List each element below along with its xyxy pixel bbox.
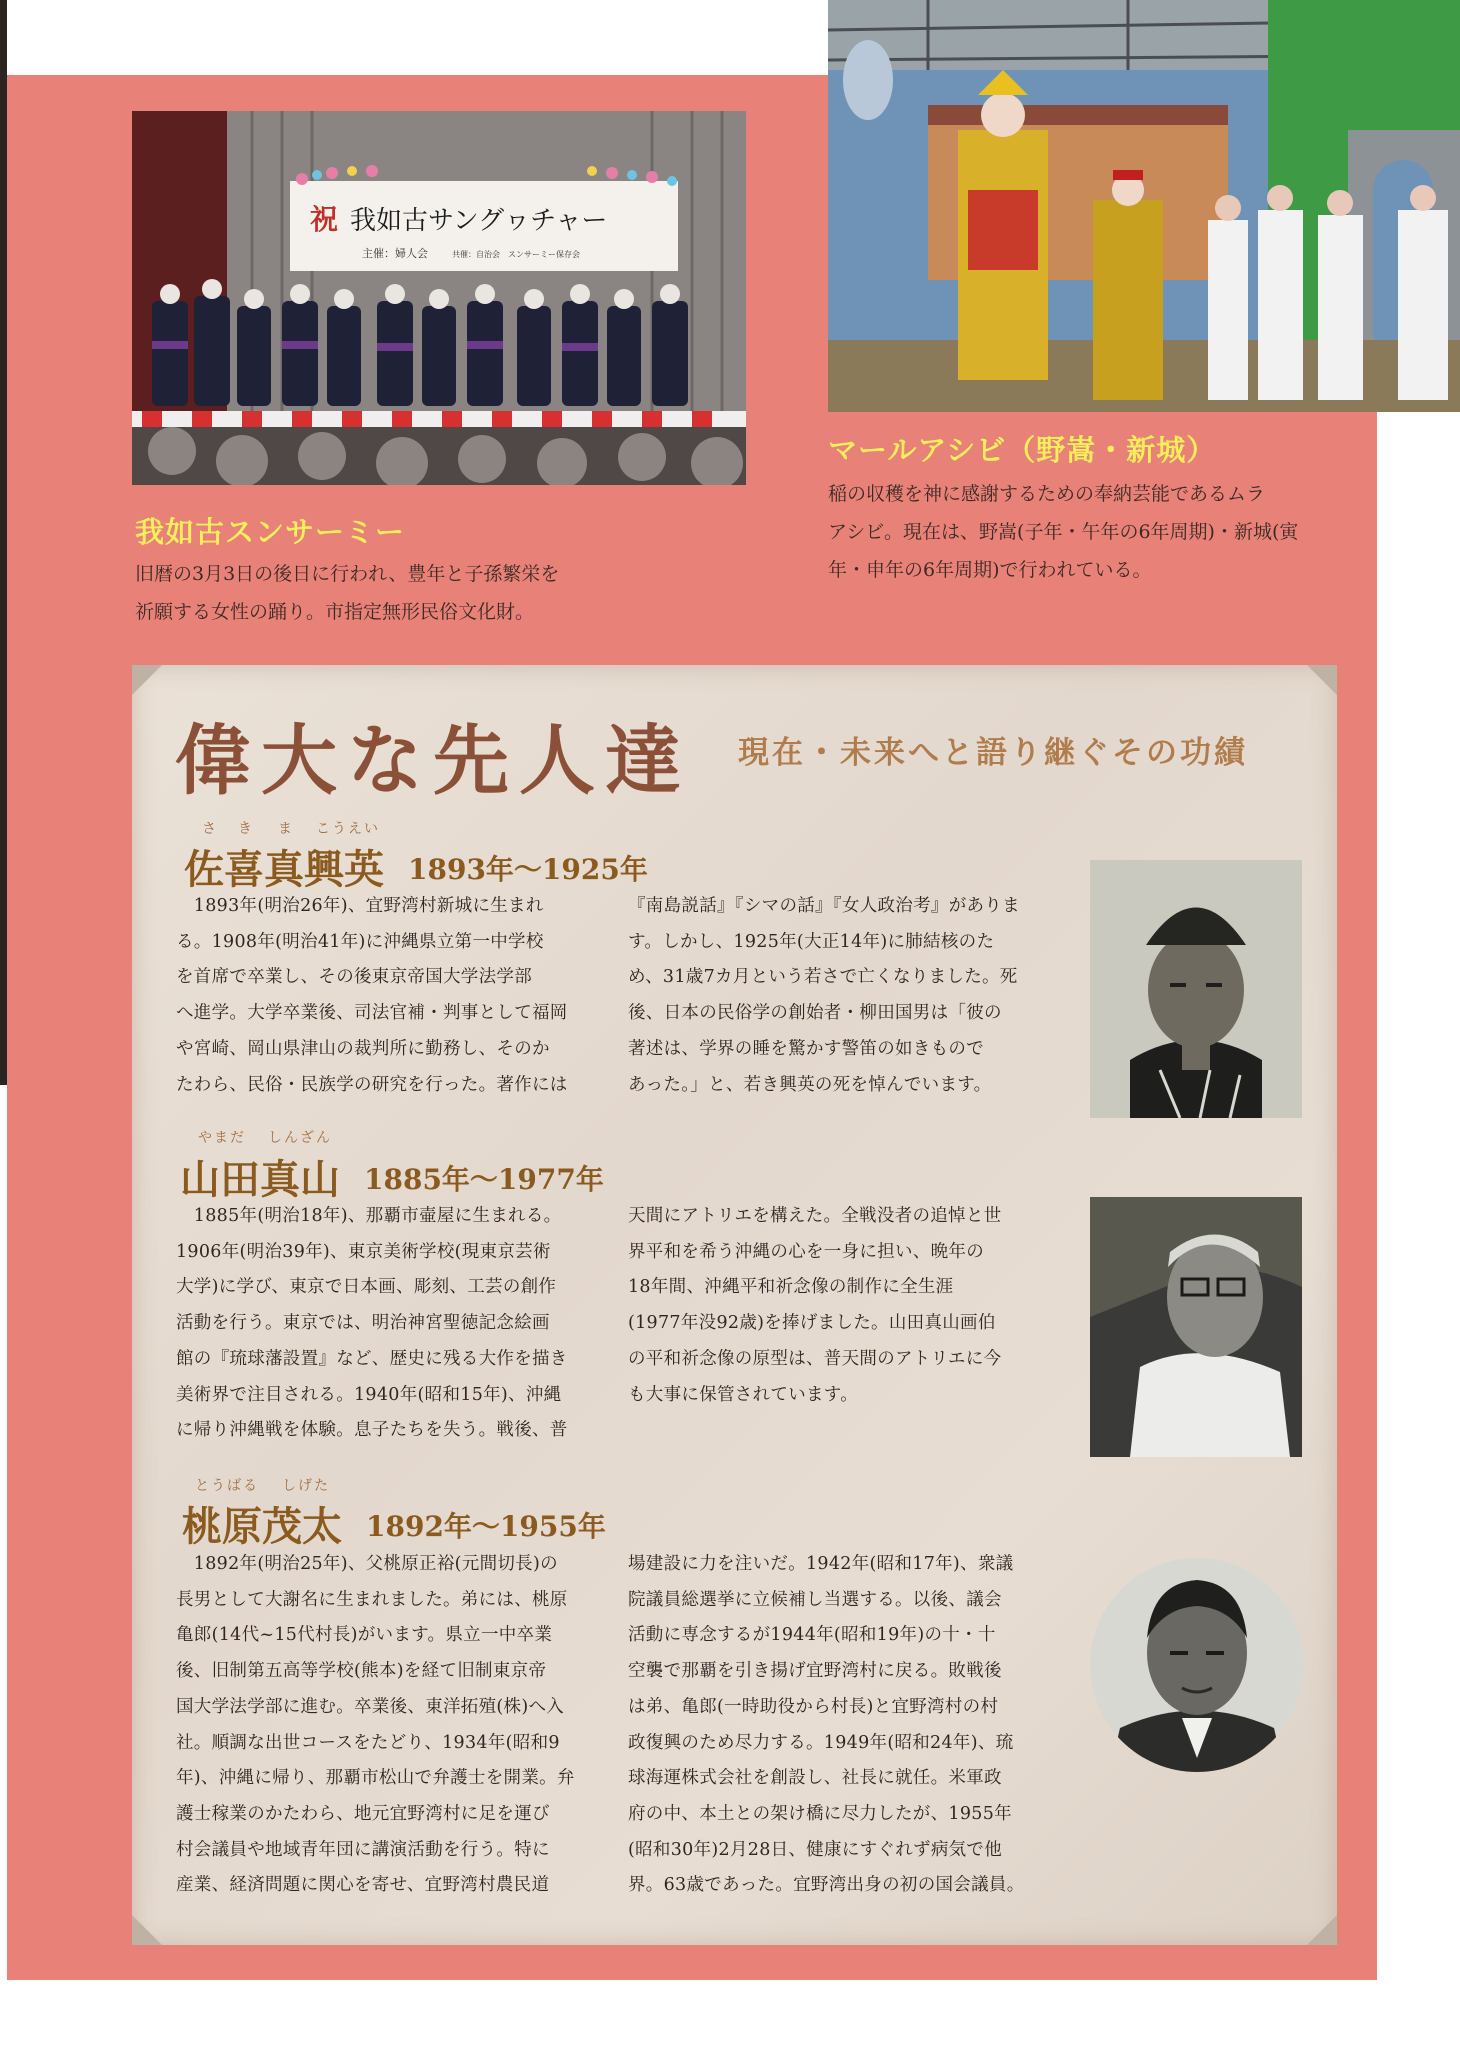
banner-main-text: 我如古サングヮチャー bbox=[350, 206, 608, 236]
bio-line: 活動を行う。東京では、明治神宮聖徳記念絵画 bbox=[176, 1313, 550, 1334]
bio-line: 1906年(明治39年)、東京美術学校(現東京芸術 bbox=[176, 1241, 551, 1262]
bio-line: 天間にアトリエを構えた。全戦没者の追悼と世 bbox=[628, 1206, 1002, 1226]
bio-line: 産業、経済問題に関心を寄せ、宜野湾村農民道 bbox=[176, 1875, 550, 1896]
bio-line: 長男として大謝名に生まれました。弟には、桃原 bbox=[176, 1589, 568, 1610]
bio-line: 『南島説話』『シマの話』『女人政治考』がありま bbox=[628, 896, 1020, 916]
bio-line: め、31歳7カ月という若さで亡くなりました。死 bbox=[628, 967, 1018, 988]
caption-line: 稲の収穫を神に感謝するための奉納芸能であるムラ bbox=[828, 483, 1266, 505]
caption-line: 祈願する女性の踊り。市指定無形民俗文化財。 bbox=[135, 601, 535, 623]
bio-line: 界平和を希う沖縄の心を一身に担い、晩年の bbox=[628, 1241, 984, 1262]
person-name-yamada: 山田真山 bbox=[180, 1156, 340, 1203]
name-ruby: ま bbox=[278, 821, 294, 837]
bio-col1-toubaru bbox=[176, 1547, 575, 1904]
portrait-yamada-illustration bbox=[1090, 1197, 1302, 1457]
bio-col1-sakima bbox=[176, 889, 568, 1103]
person-years-sakima: 1893年～1925年 bbox=[408, 853, 648, 886]
banner-sub-cosponsor: 共催：自治会 スンサーミー保存会 bbox=[452, 250, 580, 259]
name-ruby: やまだ bbox=[198, 1130, 246, 1146]
bio-line: す。しかし、1925年(大正14年)に肺結核のた bbox=[628, 931, 995, 952]
name-ruby: さ bbox=[202, 821, 218, 837]
bio-line: 1885年(明治18年)、那覇市壷屋に生まれる。 bbox=[176, 1206, 562, 1226]
person-name-toubaru: 桃原茂太 bbox=[182, 1503, 342, 1550]
portrait-sakima-illustration bbox=[1090, 860, 1302, 1118]
bio-line: を首席で卒業し、その後東京帝国大学法学部 bbox=[176, 967, 532, 988]
bio-line: 亀郎(14代~15代村長)がいます。県立一中卒業 bbox=[176, 1625, 553, 1646]
corner-ornament-top-left bbox=[132, 665, 162, 695]
bio-line: 国大学法学部に進む。卒業後、東洋拓殖(株)へ入 bbox=[176, 1696, 565, 1717]
caption-title-ashibi: マールアシビ（野嵩・新城） bbox=[828, 433, 1217, 467]
name-ruby: き bbox=[238, 821, 254, 837]
name-ruby: しんざん bbox=[268, 1130, 332, 1146]
name-ruby: こうえい bbox=[316, 821, 380, 837]
bio-line: 後、日本の民俗学の創始者・柳田国男は「彼の bbox=[628, 1003, 1002, 1024]
bio-line: 界。63歳であった。宜野湾出身の初の国会議員。 bbox=[628, 1875, 1025, 1896]
caption-text-ashibi bbox=[828, 475, 1298, 589]
bio-line: 政復興のため尽力する。1949年(昭和24年)、琉 bbox=[628, 1732, 1014, 1753]
bio-line: 1893年(明治26年)、宜野湾村新城に生まれ bbox=[176, 896, 544, 916]
bio-line: 府の中、本土との架け橋に尽力したが、1955年 bbox=[628, 1803, 1012, 1824]
bio-line: の平和祈念像の原型は、普天間のアトリエに今 bbox=[628, 1348, 1002, 1369]
portrait-yamada bbox=[1090, 1197, 1302, 1457]
ashibi-photo-illustration bbox=[828, 0, 1460, 412]
photo-maaru-ashibi bbox=[828, 0, 1460, 412]
bio-line: や宮崎、岡山県津山の裁判所に勤務し、そのか bbox=[176, 1038, 550, 1059]
bio-line: 大学)に学び、東京で日本画、彫刻、工芸の創作 bbox=[176, 1277, 557, 1298]
banner-prefix: 祝 bbox=[310, 203, 339, 236]
bio-col2-yamada bbox=[628, 1199, 1001, 1413]
banner-sub-organizer: 主催：婦人会 bbox=[362, 247, 428, 260]
corner-ornament-bottom-left bbox=[132, 1915, 162, 1945]
bio-line: あった。」と、若き興英の死を悼んでいます。 bbox=[628, 1074, 992, 1095]
bio-line: 活動に専念するが1944年(昭和19年)の十・十 bbox=[628, 1625, 996, 1646]
bio-line: (1977年没92歳)を捧げました。山田真山画伯 bbox=[628, 1313, 996, 1334]
section-title: 偉大な先人達 bbox=[175, 716, 691, 805]
name-ruby: とうばる bbox=[195, 1478, 259, 1494]
caption-text-sunsamii bbox=[135, 555, 559, 631]
bio-line: 美術界で注目される。1940年(昭和15年)、沖縄 bbox=[176, 1384, 562, 1405]
section-subtitle: 現在・未来へと語り継ぐその功績 bbox=[738, 735, 1248, 771]
person-name-sakima: 佐喜真興英 bbox=[184, 846, 384, 893]
bio-col1-yamada bbox=[176, 1199, 568, 1449]
caption-line: アシビ。現在は、野嵩(子年・午年の6年周期)・新城(寅 bbox=[828, 521, 1299, 543]
caption-line: 旧暦の3月3日の後日に行われ、豊年と子孫繁栄を bbox=[135, 563, 560, 585]
bio-line: たわら、民俗・民族学の研究を行った。著作には bbox=[176, 1074, 568, 1095]
bio-line: 館の『琉球藩設置』など、歴史に残る大作を描き bbox=[176, 1348, 568, 1369]
bio-line: (昭和30年)2月28日、健康にすぐれず病気で他 bbox=[628, 1839, 1003, 1860]
bio-line: 1892年(明治25年)、父桃原正裕(元間切長)の bbox=[176, 1554, 558, 1574]
corner-ornament-top-right bbox=[1307, 665, 1337, 695]
bio-line: へ進学。大学卒業後、司法官補・判事として福岡 bbox=[176, 1003, 568, 1024]
bio-line: も大事に保管されています。 bbox=[628, 1384, 858, 1405]
bio-line: は弟、亀郎(一時助役から村長)と宜野湾村の村 bbox=[628, 1696, 999, 1717]
caption-title-sunsamii: 我如古スンサーミー bbox=[135, 515, 406, 549]
bio-col2-toubaru bbox=[628, 1547, 1025, 1904]
portrait-toubaru-illustration bbox=[1090, 1558, 1304, 1772]
photo-sunsamii-dance bbox=[132, 111, 746, 485]
bio-line: 球海運株式会社を創設し、社長に就任。米軍政 bbox=[628, 1768, 1002, 1789]
bio-line: 18年間、沖縄平和祈念像の制作に全生涯 bbox=[628, 1277, 954, 1298]
bio-line: 護士稼業のかたわら、地元宜野湾村に足を運び bbox=[176, 1803, 550, 1824]
bio-col2-sakima bbox=[628, 889, 1020, 1103]
bio-line: 院議員総選挙に立候補し当選する。以後、議会 bbox=[628, 1589, 1002, 1610]
bio-line: に帰り沖縄戦を体験。息子たちを失う。戦後、普 bbox=[176, 1420, 568, 1441]
person-years-toubaru: 1892年～1955年 bbox=[366, 1510, 606, 1543]
bio-line: 後、旧制第五高等学校(熊本)を経て旧制東京帝 bbox=[176, 1661, 547, 1682]
bio-line: 社。順調な出世コースをたどり、1934年(昭和9 bbox=[176, 1732, 560, 1753]
left-edge-photo-strip bbox=[0, 0, 7, 1085]
name-ruby: しげた bbox=[282, 1478, 330, 1494]
bio-line: 著述は、学界の睡を驚かす警笛の如きもので bbox=[628, 1038, 984, 1059]
bio-line: 村会議員や地域青年団に講演活動を行う。特に bbox=[176, 1839, 550, 1860]
bio-line: る。1908年(明治41年)に沖縄県立第一中学校 bbox=[176, 931, 544, 952]
sunsamii-photo-illustration bbox=[132, 111, 746, 485]
person-years-yamada: 1885年～1977年 bbox=[364, 1163, 604, 1196]
bio-line: 年)、沖縄に帰り、那覇市松山で弁護士を開業。弁 bbox=[176, 1768, 575, 1789]
bio-line: 空襲で那覇を引き揚げ宜野湾村に戻る。敗戦後 bbox=[628, 1661, 1002, 1682]
portrait-sakima bbox=[1090, 860, 1302, 1118]
caption-line: 年・申年の6年周期)で行われている。 bbox=[828, 559, 1152, 581]
corner-ornament-bottom-right bbox=[1307, 1915, 1337, 1945]
bio-line: 場建設に力を注いだ。1942年(昭和17年)、衆議 bbox=[628, 1554, 1014, 1574]
portrait-toubaru bbox=[1090, 1558, 1304, 1772]
